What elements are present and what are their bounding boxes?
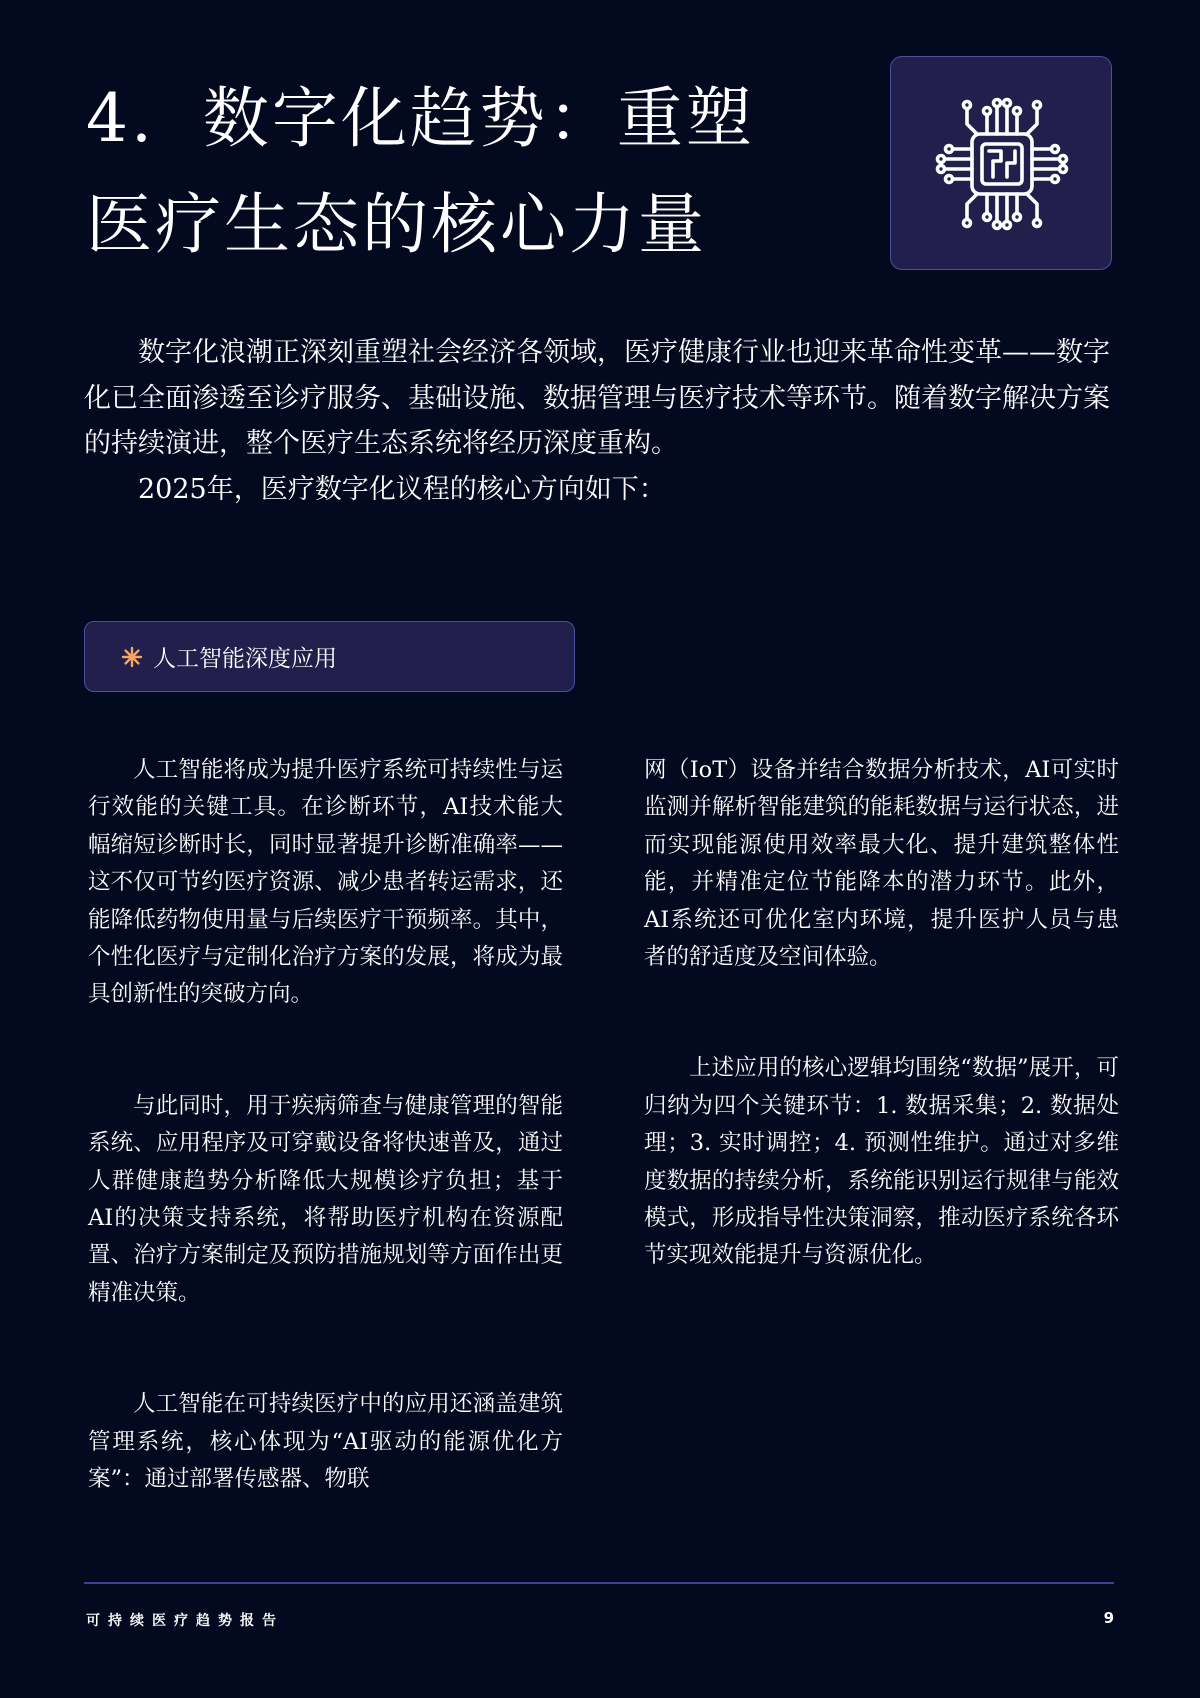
page-title-line-1: 4. 数字化趋势：重塑: [86, 80, 755, 157]
body-column-left: [88, 752, 563, 1499]
page-title: [86, 66, 846, 278]
footer-report-title: 可持续医疗趋势报告: [86, 1613, 284, 1629]
intro-paragraph: 数字化浪潮正深刻重塑社会经济各领域，医疗健康行业也迎来革命性变革——数字化已全面渗透至诊疗服务、基础设施、数据管理与医疗技术等环节。随着数字解决方案的持续演进，整个医疗生态系统将经历深度重构。: [84, 337, 1110, 459]
sparkle-icon: [121, 646, 143, 668]
chip-icon-panel: [890, 56, 1112, 270]
page-title-line-2: 医疗生态的核心力量: [86, 186, 707, 263]
body-paragraph: 与此同时，用于疾病筛查与健康管理的智能系统、应用程序及可穿戴设备将快速普及，通过人群健康趋势分析降低大规模诊疗负担；基于AI的决策支持系统，将帮助医疗机构在资源配置、治疗方案制定及预防措施规划等方面作出更精准决策。: [88, 1092, 563, 1306]
body-paragraph: 上述应用的核心逻辑均围绕“数据”展开，可归纳为四个关键环节：1. 数据采集；2. 数据处理；3. 实时调控；4. 预测性维护。通过对多维度数据的持续分析，系统能识别运行规律与能效模式，形成指导性决策洞察，推动医疗系统各环节实现效能提升与资源优化。: [644, 1055, 1119, 1269]
circuit-chip-icon: [927, 89, 1077, 239]
section-heading-box: [84, 621, 575, 692]
body-paragraph-continued: 网（IoT）设备并结合数据分析技术，AI可实时监测并解析智能建筑的能耗数据与运行状态，进而实现能源使用效率最大化、提升建筑整体性能，并精准定位节能降本的潜力环节。此外，AI系统还可优化室内环境，提升医护人员与患者的舒适度及空间体验。: [644, 757, 1119, 971]
body-column-right: [644, 752, 1119, 1275]
intro-text: [84, 330, 1114, 512]
body-paragraph: 人工智能在可持续医疗中的应用还涵盖建筑管理系统，核心体现为“AI驱动的能源优化方案”：通过部署传感器、物联: [88, 1391, 563, 1493]
footer-divider: [84, 1582, 1114, 1584]
section-heading-label: 人工智能深度应用: [153, 646, 337, 672]
page-number: 9: [1103, 1609, 1114, 1627]
intro-agenda-line: 2025年，医疗数字化议程的核心方向如下：: [138, 473, 666, 505]
body-paragraph: 人工智能将成为提升医疗系统可持续性与运行效能的关键工具。在诊断环节，AI技术能大幅缩短诊断时长，同时显著提升诊断准确率——这不仅可节约医疗资源、减少患者转运需求，还能降低药物使用量与后续医疗干预频率。其中，个性化医疗与定制化治疗方案的发展，将成为最具创新性的突破方向。: [88, 757, 563, 1008]
